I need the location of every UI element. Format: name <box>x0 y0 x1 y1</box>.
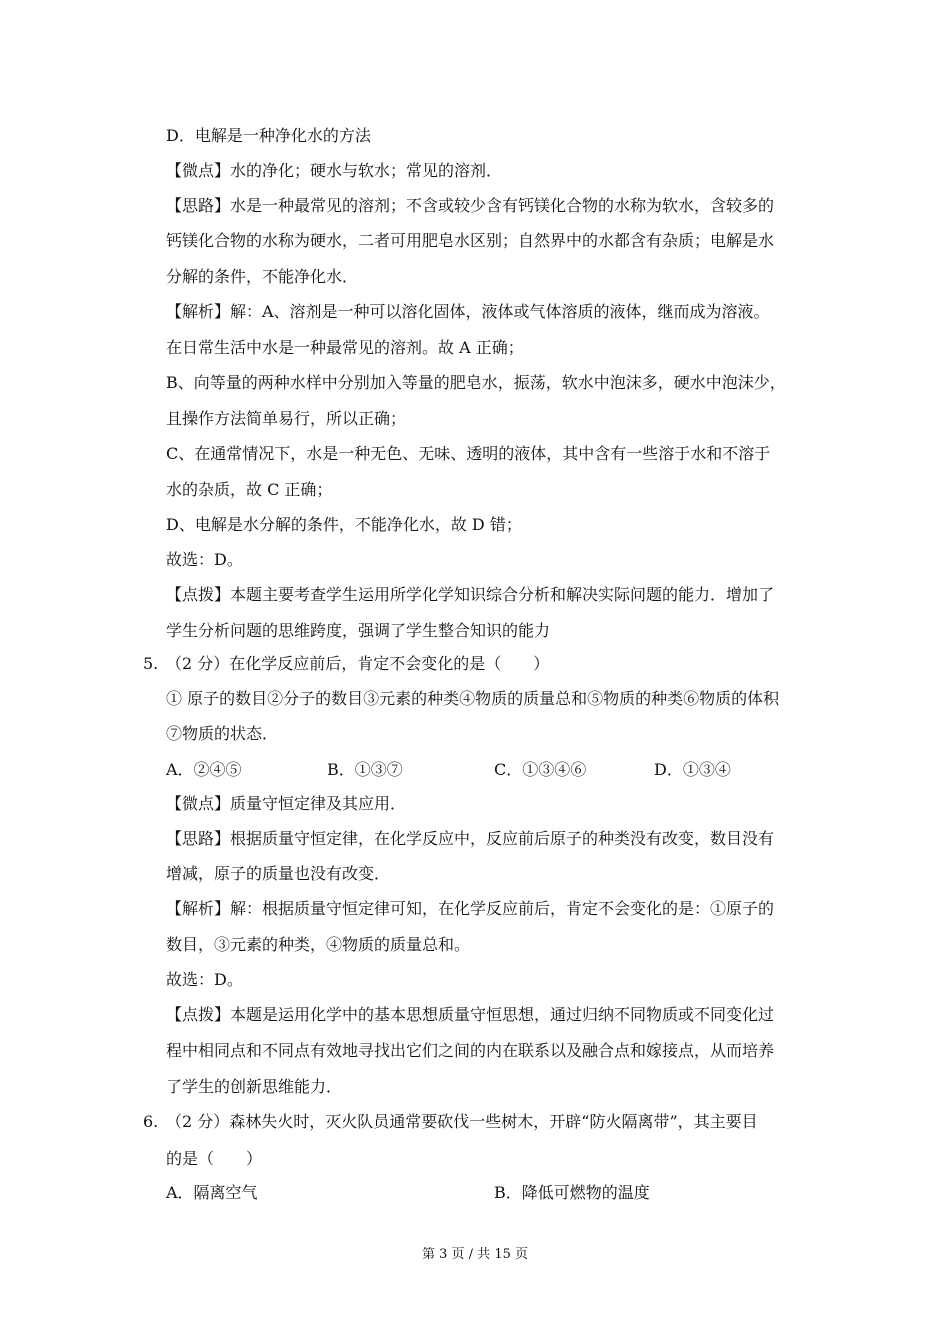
q4-option-d: D．电解是一种净化水的方法 <box>166 126 371 145</box>
q5-option-c: C．①③④⑥ <box>494 760 587 779</box>
q4-jiexi-line-6: 水的杂质，故 C 正确； <box>166 480 333 499</box>
q6-option-a: A．隔离空气 <box>166 1183 258 1202</box>
q5-jiexi-line-3: 故选：D。 <box>166 970 243 989</box>
q4-jiexi-line-1: 【解析】解：A、溶剂是一种可以溶化固体，液体或气体溶质的液体，继而成为溶液。 <box>166 302 770 321</box>
q5-weidian: 【微点】质量守恒定律及其应用． <box>166 794 407 813</box>
q5-items-line-2: ⑦物质的状态． <box>166 724 279 743</box>
q6-stem-line-2: 的是（ ） <box>166 1149 263 1168</box>
q5-option-d: D．①③④ <box>654 760 731 779</box>
q5-option-b: B．①③⑦ <box>327 760 403 779</box>
q5-stem: （2 分）在化学反应前后，肯定不会变化的是（ ） <box>166 654 550 673</box>
q5-number: 5. <box>143 654 159 673</box>
q4-silu-line-2: 钙镁化合物的水称为硬水，二者可用肥皂水区别；自然界中的水都含有杂质；电解是水 <box>166 231 775 250</box>
page-footer: 第 3 页 / 共 15 页 <box>422 1247 528 1262</box>
q4-silu-line-1: 【思路】水是一种最常见的溶剂；不含或较少含有钙镁化合物的水称为软水，含较多的 <box>166 196 775 215</box>
q5-dianbo-line-2: 程中相同点和不同点有效地寻找出它们之间的内在联系以及融合点和嫁接点，从而培养 <box>166 1041 775 1060</box>
q5-dianbo-line-1: 【点拨】本题是运用化学中的基本思想质量守恒思想，通过归纳不同物质或不同变化过 <box>166 1005 775 1024</box>
q4-jiexi-line-3: B、向等量的两种水样中分别加入等量的肥皂水，振荡，软水中泡沫多，硬水中泡沫少， <box>166 373 786 392</box>
q6-stem-line-1: （2 分）森林失火时，灭火队员通常要砍伐一些树木，开辟“防火隔离带”，其主要目 <box>166 1112 758 1131</box>
q5-items-line-1: ① 原子的数目②分子的数目③元素的种类④物质的质量总和⑤物质的种类⑥物质的体积 <box>166 689 780 708</box>
q4-jiexi-line-4: 且操作方法简单易行，所以正确； <box>166 409 407 428</box>
q4-silu-line-3: 分解的条件，不能净化水． <box>166 267 359 286</box>
q5-option-a: A．②④⑤ <box>166 760 242 779</box>
q4-jiexi-line-7: D、电解是水分解的条件，不能净化水，故 D 错； <box>166 515 522 534</box>
q4-jiexi-line-5: C、在通常情况下，水是一种无色、无味、透明的液体，其中含有一些溶于水和不溶于 <box>166 444 771 463</box>
q4-dianbo-line-2: 学生分析问题的思维跨度，强调了学生整合知识的能力 <box>166 621 551 640</box>
q5-dianbo-line-3: 了学生的创新思维能力． <box>166 1077 343 1096</box>
q5-jiexi-line-2: 数目，③元素的种类，④物质的质量总和。 <box>166 935 471 954</box>
q5-silu-line-2: 增减，原子的质量也没有改变． <box>166 864 391 883</box>
q6-number: 6. <box>143 1112 159 1131</box>
q6-option-b: B．降低可燃物的温度 <box>494 1183 650 1202</box>
q4-weidian: 【微点】水的净化；硬水与软水；常见的溶剂． <box>166 161 503 180</box>
q4-jiexi-line-8: 故选：D。 <box>166 550 243 569</box>
q5-jiexi-line-1: 【解析】解：根据质量守恒定律可知，在化学反应前后，肯定不会变化的是：①原子的 <box>166 899 775 918</box>
q5-silu-line-1: 【思路】根据质量守恒定律，在化学反应中，反应前后原子的种类没有改变，数目没有 <box>166 829 775 848</box>
q4-dianbo-line-1: 【点拨】本题主要考查学生运用所学化学知识综合分析和解决实际问题的能力．增加了 <box>166 585 775 604</box>
q4-jiexi-line-2: 在日常生活中水是一种最常见的溶剂。故 A 正确； <box>166 338 524 357</box>
